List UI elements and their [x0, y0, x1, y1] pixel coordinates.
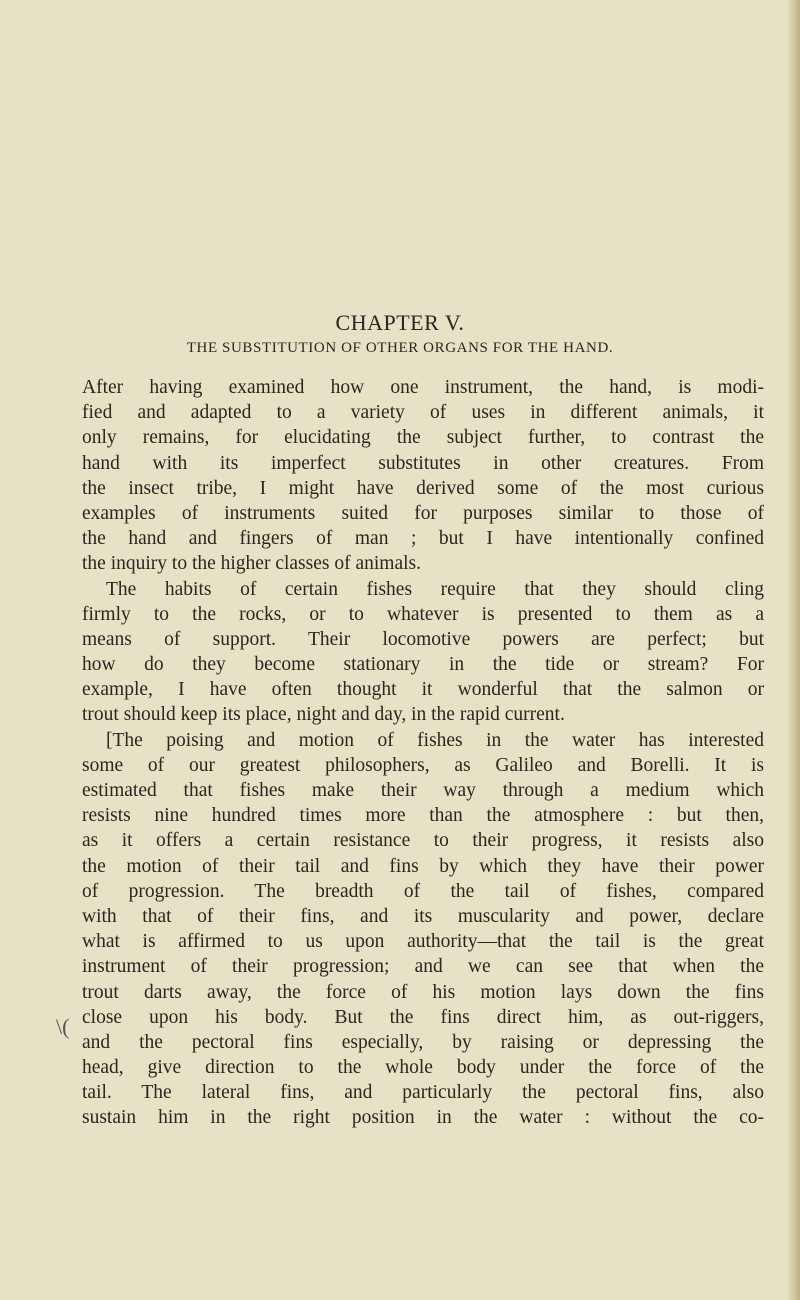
text-line: tail. The lateral fins, and particularly the pectoral fins, also — [82, 1082, 764, 1104]
text-line: how do they become stationary in the tide or stream? For — [82, 654, 764, 676]
text-line: firmly to the rocks, or to whatever is presented to them as a — [82, 603, 764, 625]
text-line: After having examined how one instrument, the hand, is modi- — [82, 377, 764, 398]
text-line: what is affirmed to us upon authority—that the tail is the great — [82, 931, 764, 953]
text-line: trout should keep its place, night and day, in the rapid current. — [82, 704, 565, 726]
text-line: the hand and fingers of man ; but I have intentionally confined — [82, 528, 764, 550]
text-line: examples of instruments suited for purposes similar to those of — [82, 502, 764, 524]
text-line: head, give direction to the whole body under the force of the — [82, 1057, 764, 1079]
page-edge — [786, 0, 800, 1300]
text-line: [The poising and motion of fishes in the water has interested — [106, 729, 764, 751]
text-line: means of support. Their locomotive powers are perfect; but — [82, 628, 764, 650]
body-text — [82, 375, 764, 1131]
text-line: The habits of certain fishes require that they should cling — [106, 578, 764, 600]
text-line: instrument of their progression; and we can see that when the — [82, 956, 764, 978]
text-line: some of our greatest philosophers, as Galileo and Borelli. It is — [82, 754, 764, 776]
text-line: as it offers a certain resistance to their progress, it resists also — [82, 830, 764, 852]
text-line: the insect tribe, I might have derived some of the most curious — [82, 477, 764, 499]
text-line: and the pectoral fins especially, by raising or depressing the — [82, 1031, 764, 1053]
text-line: trout darts away, the force of his motion lays down the fins — [82, 981, 764, 1003]
chapter-title: CHAPTER V. — [335, 310, 465, 335]
text-line: of progression. The breadth of the tail of fishes, compared — [82, 880, 764, 902]
text-line: with that of their fins, and its muscularity and power, declare — [82, 905, 764, 927]
text-line: example, I have often thought it wonderful that the salmon or — [82, 679, 764, 701]
margin-mark: \( — [56, 1014, 70, 1039]
text-line: only remains, for elucidating the subject further, to contrast the — [82, 427, 764, 449]
text-line: sustain him in the right position in the water : without the co- — [82, 1107, 764, 1129]
text-line: the motion of their tail and fins by which they have their power — [82, 855, 764, 877]
text-line: estimated that fishes make their way through a medium which — [82, 780, 764, 801]
text-line: fied and adapted to a variety of uses in different animals, it — [82, 402, 764, 424]
text-line: hand with its imperfect substitutes in other creatures. From — [82, 452, 764, 474]
section-title: THE SUBSTITUTION OF OTHER ORGANS FOR THE HAND. — [186, 340, 614, 356]
text-line: resists nine hundred times more than the atmosphere : but then, — [82, 805, 764, 827]
text-line: the inquiry to the higher classes of animals. — [82, 553, 422, 575]
text-line: close upon his body. But the fins direct him, as out-riggers, — [82, 1006, 764, 1028]
